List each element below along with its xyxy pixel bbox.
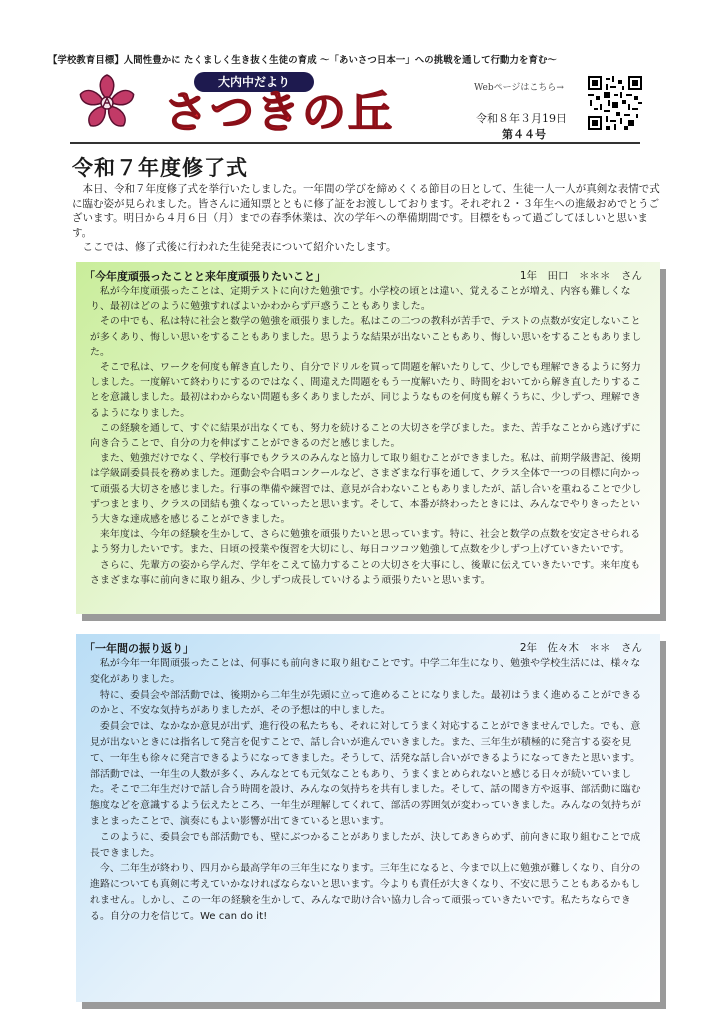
issue-number: 第４４号 bbox=[502, 128, 546, 141]
essay-paragraph: また、勉強だけでなく、学校行事でもクラスのみんなと協力して取り組むことができました。私は、前期学級書記、後期は学級副委員長を務めました。運動会や合唱コンクールなど、さまざまな行事を通して、クラス全体で一つの目標に向かって頑張る大切さを感じました。行事の準備や練習では、意見が合わないこともありましたが、話し合いを重ねることで少しずつまとまり、クラスの団結も強くなっていったと思います。そして、本番が終わったときには、みんなでやりきったという大きな達成感を感じることができました。 bbox=[90, 453, 642, 526]
essay-paragraph: その中でも、私は特に社会と数学の勉強を頑張りました。私はこの二つの教科が苦手で、テストの点数が安定しないことが多くあり、悔しい思いをすることもありました。思うような結果が出ないこともあり、悔しい思いをすることもありました。 bbox=[90, 316, 642, 358]
newsletter-header bbox=[70, 70, 650, 146]
essay-paragraph: そこで私は、ワークを何度も解き直したり、自分でドリルを買って問題を解いたりして、少しでも理解できるように努力しました。一度解いて終わりにするのではなく、間違えた問題をもう一度解いたり、時間をおいてから解き直したりすることを意識しました。最初はわからない問題も多くありましたが、同じようなものを何度も解くうちに、少しずつ、理解できるようになりました。 bbox=[90, 362, 642, 419]
essay-paragraph: さらに、先輩方の姿から学んだ、学年をこえて協力することの大切さを大事にし、後輩に伝えていきたいです。来年度もさまざまな事に前向きに取り組み、少しずつ成長していけるよう頑張りたいと思います。 bbox=[90, 559, 641, 586]
essay-author: 2年 佐々木 ＊＊ さん bbox=[519, 642, 642, 654]
essay-paragraph: このように、委員会でも部活動でも、壁にぶつかることがありましたが、決してあきらめず、前向きに取り組むことで成長できました。 bbox=[90, 831, 641, 859]
school-emblem-icon bbox=[76, 72, 138, 134]
intro-paragraph: ここでは、修了式後に行われた生徒発表について紹介いたします。 bbox=[82, 241, 397, 254]
essay-paragraph: 来年度は、今年の経験を生かして、さらに勉強を頑張りたいと思っています。特に、社会と数学の点数を安定させられるよう努力したいです。また、日頃の授業や復習を大切にし、毎日コツコツ勉強して点数を少しずつ上げていきたいです。 bbox=[90, 529, 641, 556]
qr-code-icon[interactable] bbox=[588, 76, 642, 130]
essay-paragraph: 今、二年生が終わり、四月から最高学年の三年生になります。三年生になると、今まで以上に勉強が難しくなり、自分の進路についても真剣に考えていかなければならないと思います。今よりも責任が大きくなり、不安に思うこともあるかもしれません。しかし、この一年の経験を生かして、みんなで助け合い協力し合って頑張っていきたいです。私たちならできる。自分の力を信じて。We can do it! bbox=[90, 863, 641, 922]
article-intro bbox=[72, 182, 662, 255]
essay-paragraph: 私が今年度頑張ったことは、定期テストに向けた勉強です。小学校の頃とは違い、覚えることが増え、内容も難しくなり、最初はどのように勉強すればよいかわからず戸惑うこともありました。 bbox=[90, 286, 631, 313]
intro-paragraph: 本日、令和７年度修了式を挙行いたしました。一年間の学びを締めくくる節目の日として、生徒一人一人が真剣な表情で式に臨む姿が見られました。皆さんに通知票とともに修了証をお渡ししております。それぞれ２・３年生への進級おめでとうございます。明日から４月６日（月）までの春季休業は、次の学年への準備期間です。目標をもって過ごしてほしいと思います。 bbox=[72, 183, 660, 239]
essay-paragraph: 特に、委員会や部活動では、後期から二年生が先頭に立って進めることになりました。最初はうまく進めることができるのかと、不安な気持ちがありましたが、その予想は的中しました。 bbox=[90, 689, 642, 717]
essay-author: 1年 田口 ＊＊＊ さん bbox=[519, 270, 642, 282]
essay-box-first-year bbox=[76, 262, 660, 614]
header-divider bbox=[70, 142, 640, 144]
article-heading: 令和７年度修了式 bbox=[72, 156, 248, 180]
essay-title: 「今年度頑張ったことと来年度頑張りたいこと」 bbox=[84, 270, 326, 283]
essay-body bbox=[90, 284, 646, 588]
essay-header bbox=[84, 268, 646, 284]
essay-paragraph: 部活動では、一年生の人数が多く、みんなとても元気なこともあり、うまくまとめられないと感じる日々が続いていました。そこで二年生だけで話し合う時間を設け、みんなの気持ちを共有しました。そして、話の聞き方や返事、部活動に臨む態度などを意識するよう伝えたところ、一年生が理解してくれて、部活の雰囲気が変わっていきました。みんなの気持ちがまとまったことで、演奏にもよい影響が出てきていると思います。 bbox=[90, 768, 642, 827]
essay-box-second-year bbox=[76, 634, 660, 1002]
essay-paragraph: この経験を通して、すぐに結果が出なくても、努力を続けることの大切さを学びました。また、苦手なことから逃げずに向き合うことで、自分の力を伸ばすことができるのだと感じました。 bbox=[90, 422, 642, 450]
essay-paragraph: 委員会では、なかなか意見が出ず、進行役の私たちも、それに対してうまく対応することができませんでした。でも、意見が出ないときには指名して発言を促すことで、話し合いが進んでいきました。また、三年生が積極的に発言する姿を見て、一年生も徐々に発言できるようになってきました。そうして、活発な話し合いができるようになってきたと思います。 bbox=[90, 721, 641, 764]
essay-paragraph: 私が今年一年間頑張ったことは、何事にも前向きに取り組むことです。中学二年生になり、勉強や学校生活には、様々な変化がありました。 bbox=[90, 658, 641, 685]
essay-body bbox=[90, 656, 646, 925]
issue-date: 令和８年３月19日 bbox=[476, 112, 567, 125]
school-motto: 【学校教育目標】人間性豊かに たくましく生き抜く生徒の育成 ～「あいさつ日本一」への挑戦を通して行動力を育む～ bbox=[48, 55, 557, 66]
essay-title: 「一年間の振り返り」 bbox=[84, 642, 194, 655]
newsletter-title: さつきの丘 bbox=[164, 87, 394, 138]
newsletter-label: 大内中だより bbox=[194, 72, 314, 92]
essay-header bbox=[84, 640, 646, 656]
webpage-link-text[interactable]: Webページはこちら→ bbox=[474, 83, 564, 93]
